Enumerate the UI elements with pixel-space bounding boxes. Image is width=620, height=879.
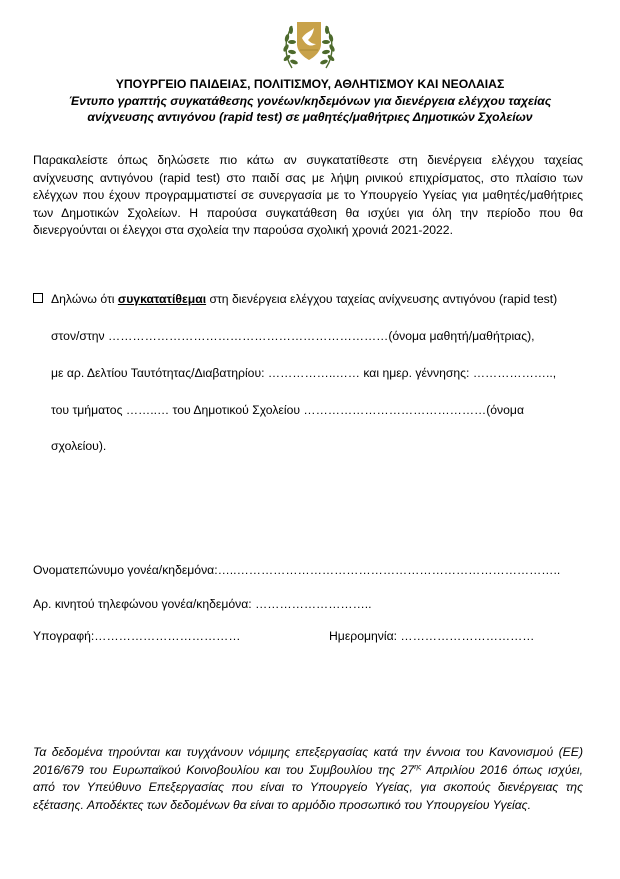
consent-keyword: συγκατατίθεμαι xyxy=(117,292,207,306)
consent-statement xyxy=(33,292,557,306)
notice-part-2: Απριλίου 2016 όπως ισχύει, από τον Υπεύθυνο Επεξεργασίας που είναι το Υπουργείο Υγείας, για σκοπούς διενέργειας της εξέτασης. Αποδέκτες των δεδομένων θα είναι το αρμόδιο προσωπικό του Υπουργείου Υγείας. xyxy=(33,762,584,812)
student-name-field[interactable]: στον/στην ……………………………………………………………(όνομα μαθητή/μαθήτριας), xyxy=(51,329,535,343)
consent-prefix: Δηλώνω ότι xyxy=(51,292,118,306)
intro-paragraph: Παρακαλείστε όπως δηλώσετε πιο κάτω αν συγκατατίθεστε στη διενέργεια ελέγχου ταχείας ανίχνευσης αντιγόνου (rapid test) στο παιδί σας με λήψη ρινικού επιχρίσματος, στο πλαίσιο των ελέγχων που έχουν προγραμματιστεί σε συνεργασία με το Υπουργείο Υγείας για μαθητές/μαθήτριες των Δημοτικών Σχολείων. Η παρούσα συγκατάθεση θα ισχύει για όλη την περίοδο που θα διενεργούνται οι έλεγχοι στα σχολεία την παρούσα σχολική χρονιά 2021-2022. xyxy=(33,153,583,238)
parent-name-field[interactable]: Ονοματεπώνυμο γονέα/κηδεμόνα:…..…………………………………………………………………….. xyxy=(33,563,561,577)
signature-field[interactable]: Υπογραφή:……………………………… xyxy=(33,629,241,643)
data-protection-notice xyxy=(33,744,583,814)
parent-phone-field[interactable]: Αρ. κινητού τηλεφώνου γονέα/κηδεμόνα: ……………………….. xyxy=(33,597,372,611)
school-name-continuation: σχολείου). xyxy=(51,439,107,453)
ministry-heading: ΥΠΟΥΡΓΕΙΟ ΠΑΙΔΕΙΑΣ, ΠΟΛΙΤΙΣΜΟΥ, ΑΘΛΗΤΙΣΜΟΥ ΚΑΙ ΝΕΟΛΑΙΑΣ xyxy=(115,77,505,91)
notice-ordinal-superscript: ης xyxy=(414,763,422,771)
consent-suffix: στη διενέργεια ελέγχου ταχείας ανίχνευσης αντιγόνου (rapid test) xyxy=(206,292,558,306)
checkbox-icon[interactable] xyxy=(33,293,43,303)
notice-part-1: Τα δεδομένα τηρούνται και τυγχάνουν νόμιμης επεξεργασίας κατά την έννοια του Κανονισμού (ΕΕ) 2016/679 του Ευρωπαϊκού Κοινοβουλίου και του Συμβουλίου της 27 xyxy=(33,745,583,777)
id-birthdate-field[interactable]: με αρ. Δελτίου Ταυτότητας/Διαβατηρίου: ……………..…… και ημερ. γέννησης: ……………….., xyxy=(51,366,557,380)
date-field[interactable]: Ημερομηνία: …………………………… xyxy=(329,629,535,643)
form-title-line-2: ανίχνευσης αντιγόνου (rapid test) σε μαθητές/μαθήτριες Δημοτικών Σχολείων xyxy=(87,110,533,124)
class-school-field[interactable]: του τμήματος ……..… του Δημοτικού Σχολείου ………………………………………(όνομα xyxy=(51,403,524,417)
cyprus-coat-of-arms-icon xyxy=(278,14,340,74)
form-title-line-1: Έντυπο γραπτής συγκατάθεσης γονέων/κηδεμόνων για διενέργεια ελέγχου ταχείας xyxy=(68,94,552,108)
